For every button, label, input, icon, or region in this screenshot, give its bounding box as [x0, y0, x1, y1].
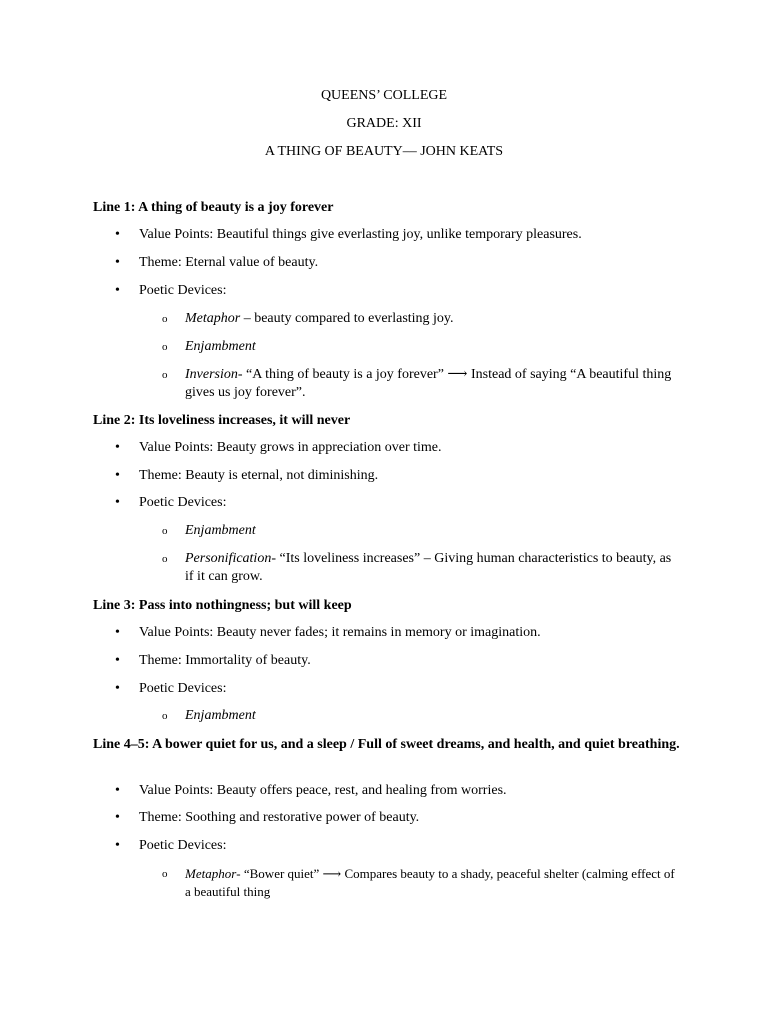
bullet-icon: •	[115, 625, 120, 640]
value-points: Value Points: Beauty offers peace, rest, and healing from worries.	[139, 783, 507, 798]
sub-bullet-icon: o	[162, 868, 168, 880]
bullet-icon: •	[115, 227, 120, 242]
bullet-icon: •	[115, 783, 120, 798]
sub-bullet-icon: o	[162, 553, 168, 565]
device-item	[185, 550, 680, 586]
device-name: Enjambment	[185, 339, 256, 354]
device-description: - “Bower quiet” ⟶ Compares beauty to a shady, peaceful shelter (calming effect of a beautiful thing	[185, 866, 675, 899]
device-item	[185, 865, 680, 901]
device-name: Inversion	[185, 367, 238, 382]
device-item	[185, 366, 680, 402]
bullet-icon: •	[115, 838, 120, 853]
bullet-icon: •	[115, 495, 120, 510]
section-heading: Line 2: Its loveliness increases, it will never	[93, 413, 351, 428]
poetic-devices-label: Poetic Devices:	[139, 681, 227, 696]
poetic-devices-label: Poetic Devices:	[139, 495, 227, 510]
value-points: Value Points: Beauty never fades; it remains in memory or imagination.	[139, 625, 541, 640]
device-name: Metaphor	[185, 311, 241, 326]
device-item	[185, 522, 680, 540]
device-name: Enjambment	[185, 708, 256, 723]
bullet-icon: •	[115, 653, 120, 668]
document-title: A THING OF BEAUTY–– JOHN KEATS	[264, 144, 504, 159]
device-description: - “A thing of beauty is a joy forever” ⟶ Instead of saying “A beautiful thing gives us joy forever”.	[185, 367, 672, 400]
bullet-icon: •	[115, 681, 120, 696]
device-description: – beauty compared to everlasting joy.	[240, 311, 454, 326]
sub-bullet-icon: o	[162, 313, 168, 325]
device-name: Personification	[185, 551, 272, 566]
section-heading: Line 1: A thing of beauty is a joy forever	[93, 200, 334, 215]
device-name: Enjambment	[185, 523, 256, 538]
section-heading: Line 4–5: A bower quiet for us, and a sleep / Full of sweet dreams, and health, and quiet breathing.	[93, 737, 680, 752]
section-heading: Line 3: Pass into nothingness; but will keep	[93, 598, 352, 613]
poetic-devices-label: Poetic Devices:	[139, 838, 227, 853]
bullet-icon: •	[115, 283, 120, 298]
bullet-icon: •	[115, 810, 120, 825]
value-points: Value Points: Beautiful things give everlasting joy, unlike temporary pleasures.	[139, 227, 582, 242]
sub-bullet-icon: o	[162, 369, 168, 381]
value-points: Value Points: Beauty grows in appreciation over time.	[139, 440, 442, 455]
theme: Theme: Eternal value of beauty.	[139, 255, 319, 270]
bullet-icon: •	[115, 255, 120, 270]
poetic-devices-label: Poetic Devices:	[139, 283, 227, 298]
bullet-icon: •	[115, 468, 120, 483]
theme: Theme: Soothing and restorative power of beauty.	[139, 810, 420, 825]
bullet-icon: •	[115, 440, 120, 455]
device-description: - “Its loveliness increases” – Giving human characteristics to beauty, as if it can grow.	[185, 551, 672, 584]
theme: Theme: Beauty is eternal, not diminishing.	[139, 468, 379, 483]
sub-bullet-icon: o	[162, 341, 168, 353]
college-name: QUEENS’ COLLEGE	[320, 88, 448, 103]
device-item	[185, 707, 680, 725]
sub-bullet-icon: o	[162, 710, 168, 722]
device-item	[185, 338, 680, 356]
theme: Theme: Immortality of beauty.	[139, 653, 311, 668]
sub-bullet-icon: o	[162, 525, 168, 537]
device-item	[185, 310, 680, 328]
device-name: Metaphor	[185, 866, 237, 881]
grade-line: GRADE: XII	[346, 116, 422, 131]
